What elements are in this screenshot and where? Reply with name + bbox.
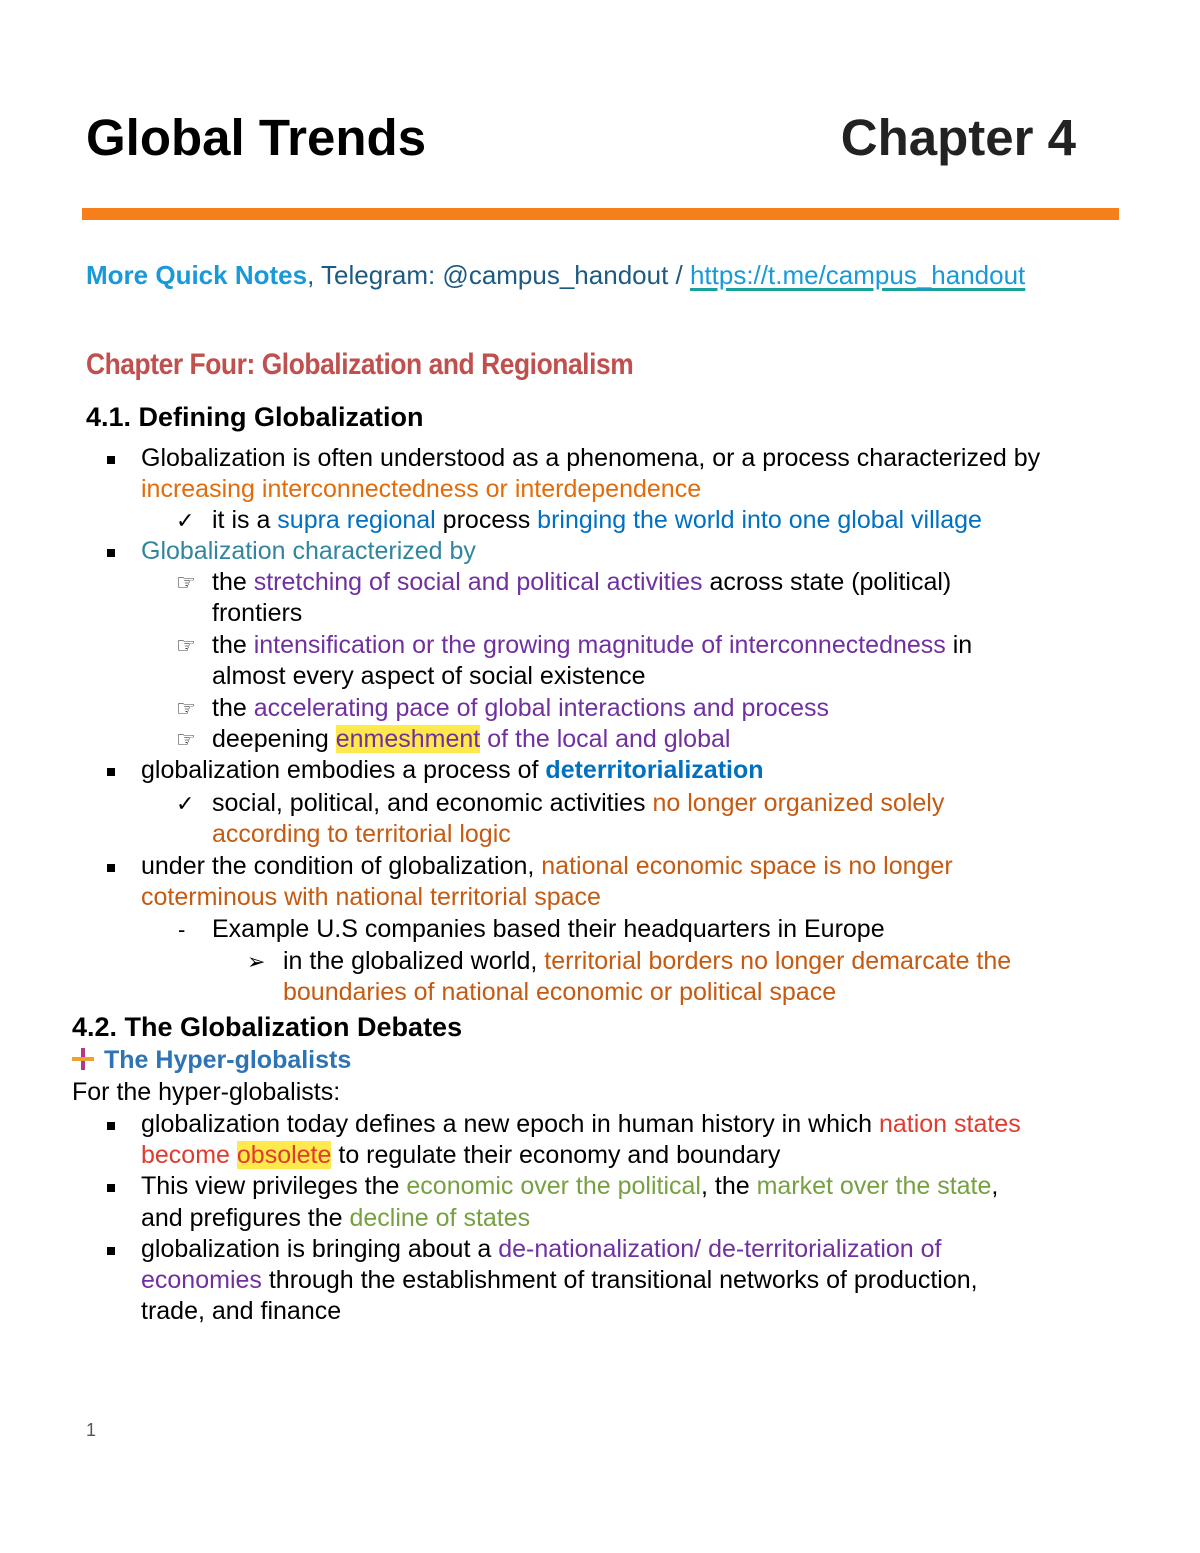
section-intro: For the hyper-globalists: — [72, 1078, 341, 1106]
chapter-heading: Chapter Four: Globalization and Regionalism — [86, 348, 634, 381]
promo-text: , Telegram: @campus_handout / — [307, 260, 690, 290]
arrow-item-1-line-2: boundaries of national economic or political space — [283, 978, 837, 1006]
section-heading-4-1: 4.1. Defining Globalization — [86, 402, 424, 432]
bullet-4-line-1: under the condition of globalization, national economic space is no longer — [141, 852, 953, 880]
chapter-label: Chapter 4 — [840, 109, 1076, 166]
square-bullet-icon — [107, 1234, 115, 1265]
pointer-item-1-line-1: the stretching of social and political activities across state (political) — [212, 568, 952, 596]
hyper-bullet-1-line-1: globalization today defines a new epoch in human history in which nation states — [141, 1110, 1021, 1138]
pointer-item-3: the accelerating pace of global interactions and process — [212, 694, 830, 722]
cross-bullet-icon — [72, 1048, 94, 1070]
check-item-2-line-2: according to territorial logic — [212, 820, 511, 848]
square-bullet-icon — [107, 536, 115, 567]
hyper-bullet-3-line-1: globalization is bringing about a de-nationalization/ de-territorialization of — [141, 1235, 942, 1263]
pointer-item-4: deepening enmeshment of the local and global — [212, 725, 731, 753]
bullet-4-line-2: coterminous with national territorial space — [141, 883, 601, 911]
orange-divider — [82, 208, 1119, 220]
hyper-bullet-1-line-2: become obsolete to regulate their economy and boundary — [141, 1141, 781, 1169]
bullet-1-line-1: Globalization is often understood as a phenomena, or a process characterized by — [141, 444, 1041, 472]
dash-bullet-icon: - — [178, 917, 186, 942]
pointer-item-2-line-2: almost every aspect of social existence — [212, 662, 646, 690]
page-header — [86, 108, 1076, 168]
check-item-1: it is a supra regional process bringing the world into one global village — [212, 506, 982, 534]
hyper-bullet-2-line-1: This view privileges the economic over the political, the market over the state, — [141, 1172, 999, 1200]
pointing-hand-icon: ☞ — [176, 727, 196, 752]
hyper-bullet-3-line-3: trade, and finance — [141, 1297, 342, 1325]
square-bullet-icon — [107, 1109, 115, 1140]
bullet-2: Globalization characterized by — [141, 537, 476, 565]
bullet-1-line-2: increasing interconnectedness or interdependence — [141, 475, 702, 503]
bullet-3: globalization embodies a process of deterritorialization — [141, 756, 764, 784]
square-bullet-icon — [107, 1171, 115, 1202]
pointing-hand-icon: ☞ — [176, 570, 196, 595]
pointer-item-1-line-2: frontiers — [212, 599, 303, 627]
section-heading-4-2: 4.2. The Globalization Debates — [72, 1012, 463, 1042]
hyper-bullet-2-line-2: and prefigures the decline of states — [141, 1204, 531, 1232]
telegram-link[interactable]: https://t.me/campus_handout — [689, 260, 1026, 290]
arrow-bullet-icon: ➢ — [247, 949, 266, 974]
subheading-hyper-globalists — [72, 1044, 351, 1076]
dash-item-1: Example U.S companies based their headquarters in Europe — [212, 915, 885, 943]
promo-title: More Quick Notes — [86, 260, 308, 290]
document-title: Global Trends — [86, 109, 427, 166]
pointing-hand-icon: ☞ — [176, 633, 196, 658]
checkmark-icon: ✓ — [176, 508, 195, 533]
arrow-item-1-line-1: in the globalized world, territorial borders no longer demarcate the — [283, 947, 1012, 975]
square-bullet-icon — [107, 443, 115, 474]
hyper-bullet-3-line-2: economies through the establishment of transitional networks of production, — [141, 1266, 978, 1294]
square-bullet-icon — [107, 851, 115, 882]
pointer-item-2-line-1: the intensification or the growing magnitude of interconnectedness in — [212, 631, 973, 659]
page-number: 1 — [86, 1420, 97, 1440]
pointing-hand-icon: ☞ — [176, 696, 196, 721]
checkmark-icon: ✓ — [176, 791, 195, 816]
square-bullet-icon — [107, 755, 115, 786]
promo-line — [86, 258, 1025, 292]
check-item-2-line-1: social, political, and economic activities no longer organized solely — [212, 789, 945, 817]
subheading-text: The Hyper-globalists — [104, 1046, 352, 1074]
